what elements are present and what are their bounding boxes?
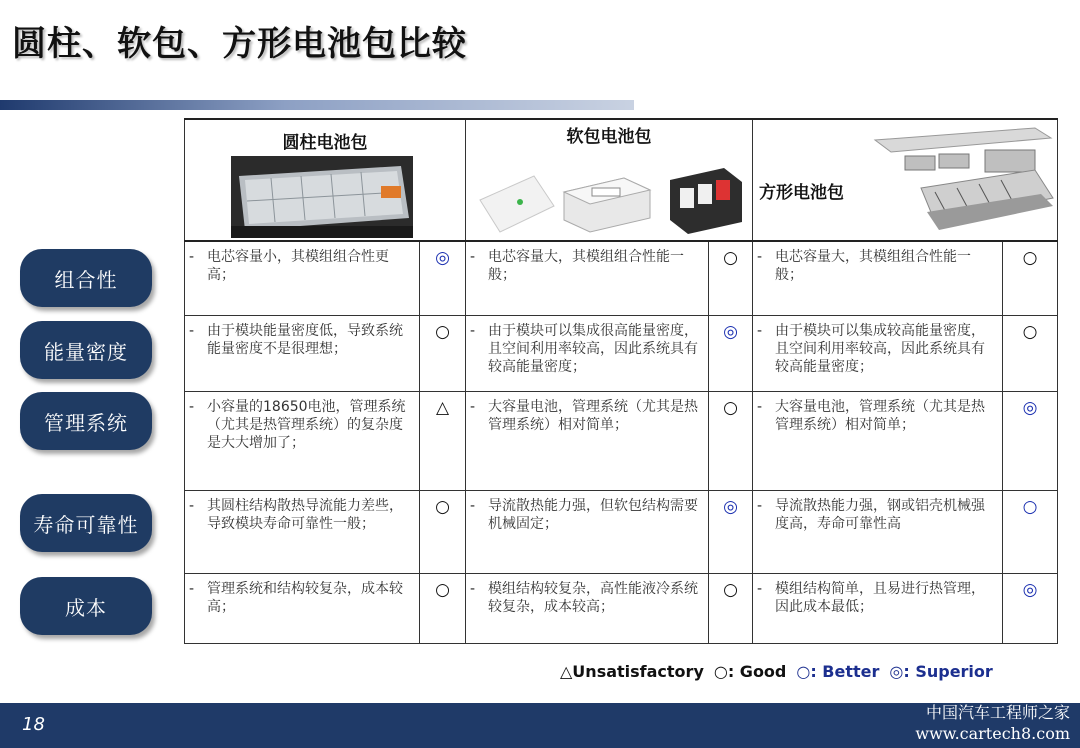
cell-text: - 电芯容量小，其模组组合性更高； (185, 241, 420, 315)
rating-good: ○ (1003, 315, 1058, 391)
header-prismatic-title: 方形电池包 (759, 183, 844, 203)
cell-text: - 大容量电池，管理系统（尤其是热管理系统）相对简单； (753, 391, 1003, 490)
header-cylindrical-title: 圆柱电池包 (282, 133, 368, 153)
prismatic-pack-photo (865, 126, 1055, 238)
cell-text: - 由于模块可以集成很高能量密度，且空间利用率较高，因此系统具有较高能量密度； (466, 315, 709, 391)
rating-good: ○ (420, 315, 466, 391)
header-cylindrical (185, 119, 466, 241)
page-number: 18 (22, 714, 45, 735)
rating-better: ○ (1003, 490, 1058, 573)
table-row (185, 391, 1058, 490)
slide-title: 圆柱、软包、方形电池包比较 (12, 24, 467, 64)
rating-good: ○ (1003, 241, 1058, 315)
cell-text: - 由于模块可以集成较高能量密度，且空间利用率较高，因此系统具有较高能量密度； (753, 315, 1003, 391)
watermark-line1: 中国汽车工程师之家 (925, 703, 1070, 722)
cell-text: - 小容量的18650电池，管理系统（尤其是热管理系统）的复杂度是大大增加了； (185, 391, 420, 490)
title-underline-bar (0, 100, 634, 110)
legend-unsatisfactory: △Unsatisfactory (560, 662, 704, 681)
comparison-table (184, 118, 1058, 644)
row-label-assembly: 组合性 (20, 249, 152, 307)
header-pouch-title: 软包电池包 (566, 127, 652, 147)
legend-better: ○: Better (796, 662, 880, 681)
cell-text: - 模组结构较复杂，高性能液冷系统较复杂，成本较高； (466, 573, 709, 643)
watermark (915, 702, 1070, 744)
watermark-line2: www.cartech8.com (915, 724, 1070, 743)
rating-superior: ◎ (420, 241, 466, 315)
rating-superior: ◎ (709, 490, 753, 573)
rating-superior: ◎ (1003, 573, 1058, 643)
table-row (185, 241, 1058, 315)
rating-good: ○ (420, 490, 466, 573)
row-label-energy-density: 能量密度 (20, 321, 152, 379)
cell-text: - 其圆柱结构散热导流能力差些，导致模块寿命可靠性一般； (185, 490, 420, 573)
table-header-row (185, 119, 1058, 241)
row-label-management: 管理系统 (20, 392, 152, 450)
cell-text: - 大容量电池，管理系统（尤其是热管理系统）相对简单； (466, 391, 709, 490)
cell-text: - 导流散热能力强，但软包结构需要机械固定； (466, 490, 709, 573)
table-row (185, 315, 1058, 391)
table-row (185, 490, 1058, 573)
legend-superior: ◎: Superior (889, 662, 993, 681)
cell-text: - 由于模块能量密度低，导致系统能量密度不是很理想； (185, 315, 420, 391)
cylindrical-pack-photo (231, 156, 413, 238)
cell-text: - 电芯容量大，其模组组合性能一般； (753, 241, 1003, 315)
header-pouch (466, 119, 753, 241)
table-row (185, 573, 1058, 643)
rating-superior: ◎ (1003, 391, 1058, 490)
pouch-pack-photos (474, 154, 746, 238)
header-prismatic (753, 119, 1058, 241)
row-label-cost: 成本 (20, 577, 152, 635)
rating-unsatisfactory: △ (420, 391, 466, 490)
cell-text: - 模组结构简单，且易进行热管理，因此成本最低； (753, 573, 1003, 643)
rating-good: ○ (420, 573, 466, 643)
rating-legend (560, 662, 993, 681)
row-label-reliability: 寿命可靠性 (20, 494, 152, 552)
legend-good: ○: Good (713, 662, 787, 681)
rating-good: ○ (709, 241, 753, 315)
cell-text: - 电芯容量大，其模组组合性能一般； (466, 241, 709, 315)
rating-good: ○ (709, 573, 753, 643)
cell-text: - 导流散热能力强，钢或铝壳机械强度高，寿命可靠性高 (753, 490, 1003, 573)
rating-superior: ◎ (709, 315, 753, 391)
rating-good: ○ (709, 391, 753, 490)
cell-text: - 管理系统和结构较复杂，成本较高； (185, 573, 420, 643)
